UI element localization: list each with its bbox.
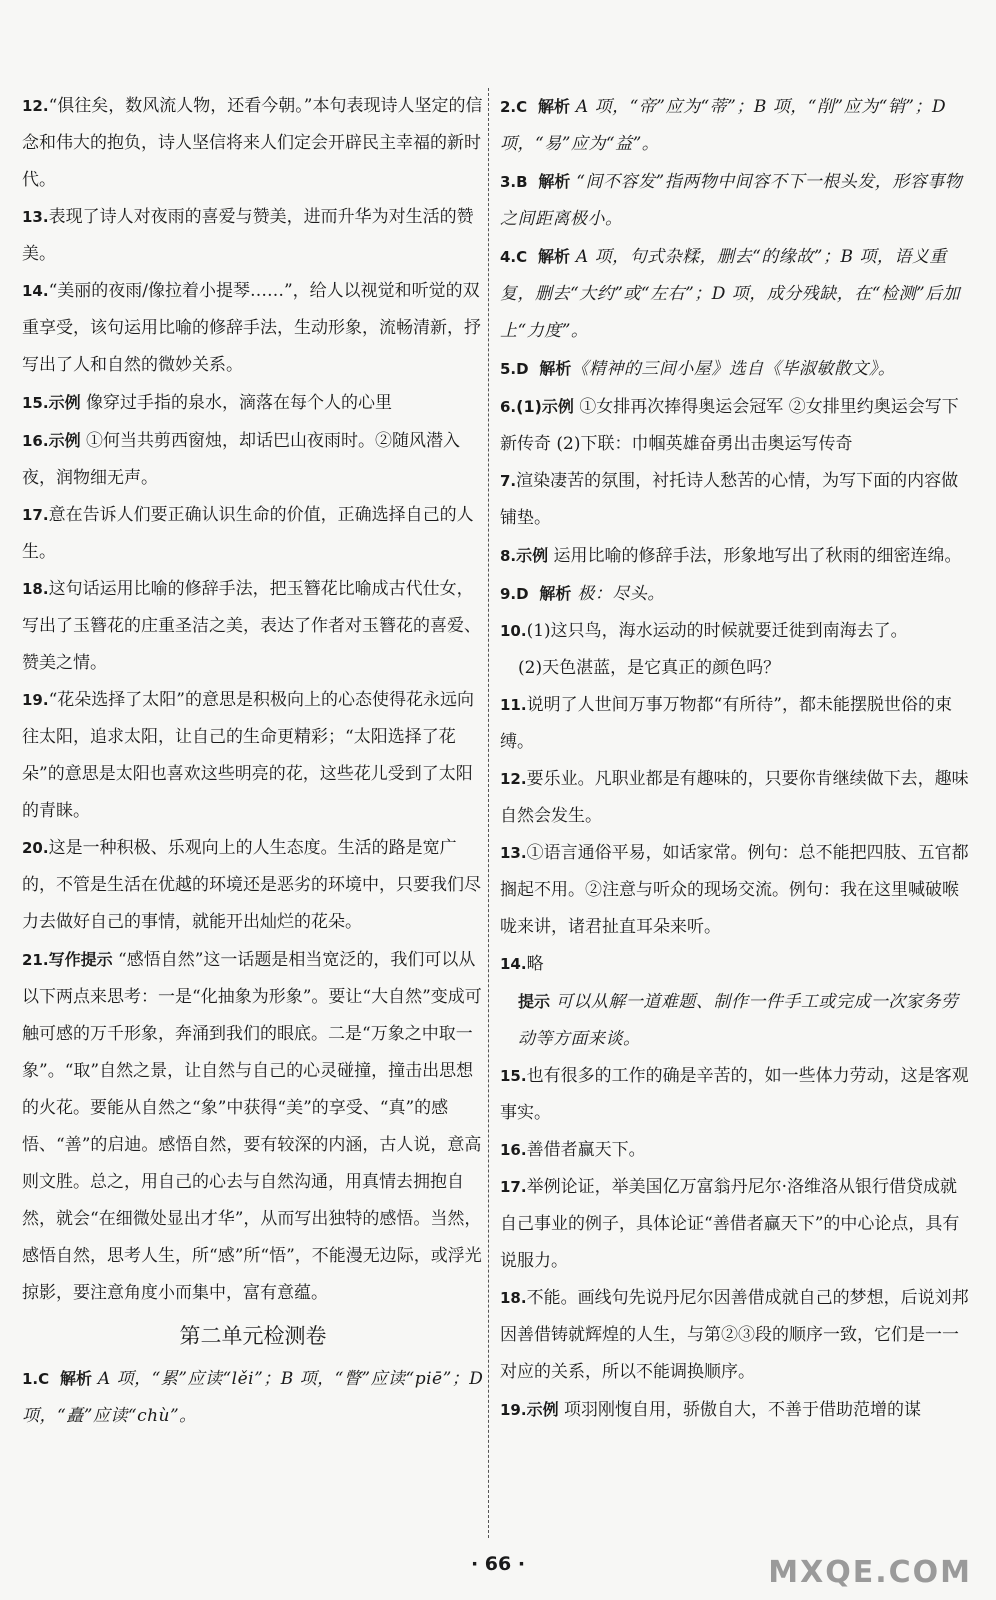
column-divider <box>488 88 489 1538</box>
unit2-answer-10: 10.(1)这只鸟，海水运动的时候就要迁徙到南海去了。 <box>500 621 908 641</box>
answer-20: 20.这是一种积极、乐观向上的人生态度。生活的路是宽广的，不管是生活在优越的环境还是恶劣的环境中，只要我们尽力去做好自己的事情，就能开出灿烂的花朵。 <box>22 838 481 932</box>
unit2-answer-18: 18.不能。画线句先说丹尼尔因善借成就自己的梦想，后说刘邦因善借铸就辉煌的人生，与第②③段的顺序一致，它们是一一对应的关系，所以不能调换顺序。 <box>500 1288 969 1382</box>
unit2-answer-2: 2.C 解析 A 项，“帝”应为“蒂”；B 项，“削”应为“销”；D 项，“易”应为“益”。 <box>500 97 947 154</box>
unit2-answer-16: 16.善借者赢天下。 <box>500 1140 646 1160</box>
watermark-logo: MXQE.COM <box>768 1555 972 1590</box>
answer-12: 12.“俱往矣，数风流人物，还看今朝。”本句表现诗人坚定的信念和伟大的抱负，诗人坚信将来人们定会开辟民主幸福的新时代。 <box>22 96 483 190</box>
unit2-answer-10-part2: (2)天色湛蓝，是它真正的颜色吗？ <box>518 658 781 678</box>
answer-17: 17.意在告诉人们要正确认识生命的价值，正确选择自己的人生。 <box>22 505 474 562</box>
answer-16: 16.示例 ①何当共剪西窗烛，却话巴山夜雨时。②随风潜入夜，润物细无声。 <box>22 431 460 488</box>
unit2-answer-7: 7.渲染凄苦的氛围，衬托诗人愁苦的心情，为写下面的内容做铺垫。 <box>500 471 959 528</box>
section-title: 第二单元检测卷 <box>179 1324 327 1348</box>
answer-19: 19.“花朵选择了太阳”的意思是积极向上的心态使得花永远向往太阳，追求太阳，让自己的生命更精彩；“太阳选择了花朵”的意思是太阳也喜欢这些明亮的花，这些花儿受到了太阳的青睐。 <box>22 690 474 821</box>
unit2-answer-11: 11.说明了人世间万事万物都“有所待”，都未能摆脱世俗的束缚。 <box>500 695 952 752</box>
answer-13: 13.表现了诗人对夜雨的喜爱与赞美，进而升华为对生活的赞美。 <box>22 207 474 264</box>
unit2-answer-3: 3.B 解析 “间不容发”指两物中间容不下一根头发，形容事物之间距离极小。 <box>500 172 963 229</box>
unit2-answer-14-hint: 提示 可以从解一道难题、制作一件手工或完成一次家务劳动等方面来谈。 <box>518 992 959 1049</box>
answer-21: 21.写作提示 “感悟自然”这一话题是相当宽泛的，我们可以从以下两点来思考：一是“化抽象为形象”。要让“大自然”变成可触可感的万千形象，奔涌到我们的眼底。二是“万象之中取一象”。“取”自然之景，让自然与自己的心灵碰撞，撞击出思想的火花。要能从自然之“象”中获得“美”的享受、“真”的感悟、“善”的启迪。感悟自然，要有较深的内涵，古人说，意高则文胜。总之，用自己的心去与自然沟通，用真情去拥抱自然，就会“在细微处显出才华”，从而写出独特的感悟。当然，感悟自然，思考人生，所“感”所“悟”，不能漫无边际，或浮光掠影，要注意角度小而集中，富有意蕴。 <box>22 950 482 1303</box>
right-column <box>500 88 970 1429</box>
unit2-answer-12: 12.要乐业。凡职业都是有趣味的，只要你肯继续做下去，趣味自然会发生。 <box>500 769 969 826</box>
answer-15: 15.示例 像穿过手指的泉水，滴落在每个人的心里 <box>22 393 392 413</box>
unit2-answer-1: 1.C 解析 A 项，“累”应读“lěi”；B 项，“瞥”应读“piē”；D 项，“矗”应读“chù”。 <box>22 1369 484 1426</box>
unit2-answer-13: 13.①语言通俗平易，如话家常。例句：总不能把四肢、五官都搁起不用。②注意与听众的现场交流。例句：我在这里喊破喉咙来讲，诸君扯直耳朵来听。 <box>500 843 969 937</box>
unit2-answer-4: 4.C 解析 A 项，句式杂糅，删去“的缘故”；B 项，语义重复，删去“大约”或“左右”；D 项，成分残缺，在“检测”后加上“力度”。 <box>500 247 961 341</box>
unit2-answer-6: 6.(1)示例 ①女排再次捧得奥运会冠军 ②女排里约奥运会写下新传奇 (2)下联：巾帼英雄奋勇出击奥运写传奇 <box>500 397 959 454</box>
answer-18: 18.这句话运用比喻的修辞手法，把玉簪花比喻成古代仕女，写出了玉簪花的庄重圣洁之美，表达了作者对玉簪花的喜爱、赞美之情。 <box>22 579 481 673</box>
answer-14: 14.“美丽的夜雨/像拉着小提琴……”，给人以视觉和听觉的双重享受，该句运用比喻的修辞手法，生动形象，流畅清新，抒写出了人和自然的微妙关系。 <box>22 281 481 375</box>
unit2-answer-14: 14.略 <box>500 954 544 974</box>
left-column <box>22 88 484 1435</box>
unit2-answer-19: 19.示例 项羽刚愎自用，骄傲自大，不善于借助范增的谋 <box>500 1400 921 1420</box>
unit2-answer-15: 15.也有很多的工作的确是辛苦的，如一些体力劳动，这是客观事实。 <box>500 1066 969 1123</box>
page-number: · 66 · <box>470 1553 526 1575</box>
unit2-answer-17: 17.举例论证，举美国亿万富翁丹尼尔·洛维洛从银行借贷成就自己事业的例子，具体论证“善借者赢天下”的中心论点，具有说服力。 <box>500 1177 960 1271</box>
unit2-answer-9: 9.D 解析 极：尽头。 <box>500 584 665 604</box>
unit2-answer-8: 8.示例 运用比喻的修辞手法，形象地写出了秋雨的细密连绵。 <box>500 546 962 566</box>
unit2-answer-5: 5.D 解析《精神的三间小屋》选自《毕淑敏散文》。 <box>500 359 896 379</box>
